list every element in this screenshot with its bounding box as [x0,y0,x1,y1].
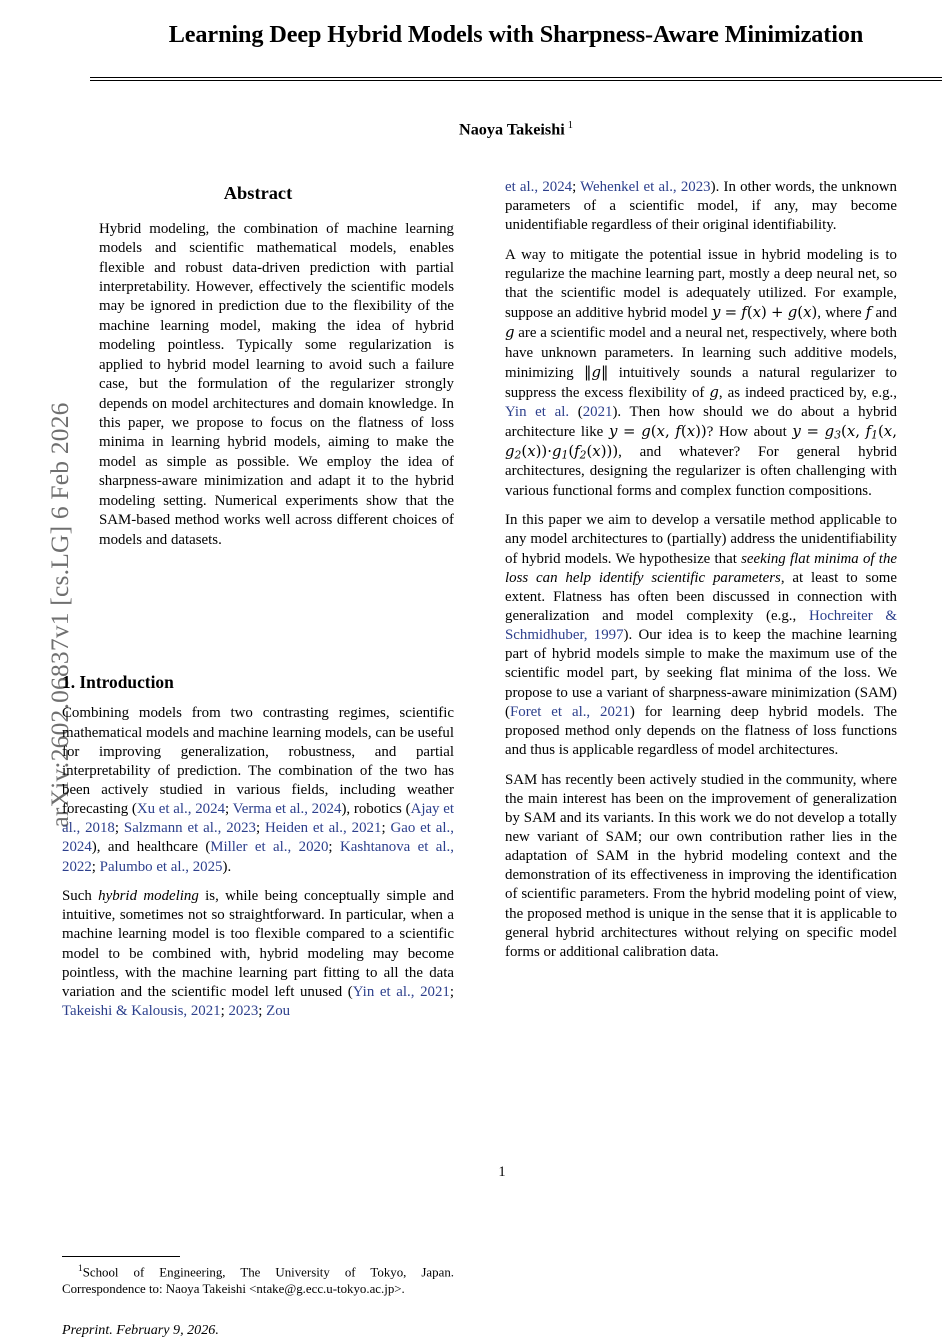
page-number: 1 [498,1164,506,1180]
citation-verma-2024[interactable]: Verma et al., 2024 [232,801,342,818]
author-name: Naoya Takeishi [459,120,565,139]
abstract-heading: Abstract [223,183,293,203]
page-title: Learning Deep Hybrid Models with Sharpness-Aware Minimization [168,21,864,48]
citation-takeishi-2023[interactable]: 2023 [228,1003,259,1020]
paragraph-right-3: SAM has recently been actively studied in the community, where the main interest has been on the improvement of generalization by SAM and its variants. In this work we do not develop a totally new variant of SAM; our own contribution rather lies in the adaptation of SAM in the hybrid modeling context and the demonstration of its effectiveness in improving the identification of scientific parameters. From the hybrid modeling point of view, the proposed method is unique in the sense that it is applicable to general hybrid architectures without relying on specific model forms or additional calibration data. [505,771,897,960]
citation-gao-2024[interactable]: Gao et al., 2024 [62,820,454,856]
section-heading-introduction: 1. Introduction [62,672,174,693]
author-line [90,120,942,139]
footnote-body: School of Engineering, The University of Tokyo, Japan. Correspondence to: Naoya Takeishi <ntake@g.ecc.u-tokyo.ac.jp>. [62,1265,454,1296]
arxiv-stamp-text: arXiv:2602.06837v1 [cs.LG] 6 Feb 2026 [45,402,74,828]
citation-yin-2021-inline-year[interactable]: 2021 [582,404,613,421]
citation-hochreiter-1997[interactable]: Hochreiter & Schmidhuber, 1997 [505,607,897,644]
footnote-marker: 1 [78,1264,83,1274]
citation-zou-2024-part1[interactable]: Zou [266,1003,291,1020]
citation-takeishi-2021[interactable]: Takeishi & Kalousis, 2021 [62,1003,221,1020]
footnote-zone [62,1256,454,1339]
citation-miller-2020[interactable]: Miller et al., 2020 [210,839,329,856]
citation-zou-2024-part2[interactable]: et al., 2024 [505,179,573,195]
introduction-section [62,671,454,1021]
arxiv-stamp [0,0,74,1200]
citation-yin-2021-inline[interactable]: Yin et al. [505,404,570,421]
footnote-rule [62,1256,180,1257]
preprint-line: Preprint. February 9, 2026. [62,1321,219,1338]
citation-heiden-2021[interactable]: Heiden et al., 2021 [265,820,382,837]
citation-wehenkel-2023[interactable]: Wehenkel et al., 2023 [580,179,711,195]
citation-foret-2021[interactable]: Foret et al., 2021 [509,703,630,720]
abstract-body: Hybrid modeling, the combination of machine learning models and scientific mathematical models, enables flexible and robust data-driven prediction with partial interpretability. However, effectively the scientific models may be ignored in prediction due to the flexibility of the machine learning model, making the idea of hybrid modeling pointless. Typically some regularization is applied to hybrid model learning to avoid such a failure case, but the formulation of the regularizer strongly depends on model architectures and domain knowledge. In this paper, we propose to focus on the flatness of loss minima in learning hybrid models, aiming to make the model as simple as possible. We employ the idea of sharpness-aware minimization and adapt it to the hybrid modeling setting. Numerical experiments show that the SAM-based method works well across different choices of models and datasets. [99,220,454,548]
citation-ajay-2018[interactable]: Ajay et al., 2018 [62,801,454,837]
emphasis-hybrid-modeling: hybrid modeling [98,888,199,905]
paper-page [62,0,942,1338]
title-block [90,20,942,81]
paragraph-right-1: A way to mitigate the potential issue in hybrid modeling is to regularize the machine learning part, mostly a deep neural net, so that the scientific model is adequately utilized. For example, suppose an additive hybrid model y = f(x) + g(x), where f and g are a scientific model and a neural net, respectively, where both have unknown parameters. In learning such additive models, minimizing ‖g‖ intuitively sounds a natural regularizer to suppress the excess flexibility of g, as indeed practiced by, e.g., Yin et al. (2021). Then how should we do about a hybrid architecture like y = g(x, f(x))? How about y = g3(x, f1(x, g2(x))·g1(f2(x))), and whatever? For general hybrid architectures, designing the regularizer is often challenging with various functional forms and complex function compositions. [505,246,897,499]
author-affiliation-marker: 1 [567,120,573,131]
title-rule [90,77,942,81]
paragraph-intro-2: Such hybrid modeling is, while being conceptually simple and intuitive, sometimes not so straightforward. In particular, when a machine learning model is too flexible compared to a scientific model to be combined with, hybrid modeling may become pointless, with the machine learning part fitting to all the data variation and the scientific model left unused (Yin et al., 2021; Takeishi & Kalousis, 2021; 2023; Zou [62,888,454,1020]
paragraph-intro-1: Combining models from two contrasting regimes, scientific mathematical models and machine learning models, can be useful for improving generalization, robustness, and partial interpretability of prediction. The combination of the two has been actively studied in various fields, including weather forecasting (Xu et al., 2024; Verma et al., 2024), robotics (Ajay et al., 2018; Salzmann et al., 2023; Heiden et al., 2021; Gao et al., 2024), and healthcare (Miller et al., 2020; Kashtanova et al., 2022; Palumbo et al., 2025). [62,705,454,875]
citation-palumbo-2025[interactable]: Palumbo et al., 2025 [99,858,223,875]
citation-yin-2021[interactable]: Yin et al., 2021 [352,983,450,1000]
citation-xu-2024[interactable]: Xu et al., 2024 [136,801,226,818]
footnote-text [62,1264,454,1297]
citation-salzmann-2023[interactable]: Salzmann et al., 2023 [123,820,257,837]
left-column [62,178,454,1338]
paragraph-intro-2-continued: et al., 2024; Wehenkel et al., 2023). In other words, the unknown parameters of a scientific model, if any, may become unidentifiable regardless of their original identifiability. [505,179,897,234]
right-column [505,178,897,972]
emphasis-flat-minima-hypothesis: seeking flat minima of the loss can help identify scientific parameters [505,550,897,586]
citation-kashtanova-2022[interactable]: Kashtanova et al., 2022 [62,839,454,875]
math-additive-model: y [712,303,721,322]
paragraph-right-2: In this paper we aim to develop a versatile method applicable to any model architectures to (partially) address the unidentifiability of hybrid models. We hypothesize that seeking flat minima of the loss can help identify scientific parameters, at least to some extent. Flatness has often been discussed in connection with generalization and model complexity (e.g., Hochreiter & Schmidhuber, 1997). Our idea is to keep the machine learning part of hybrid models simple to make the maximum use of the scientific model part, by seeking flat minima of the loss. We propose to use a variant of sharpness-aware minimization (SAM) (Foret et al., 2021) for learning deep hybrid models. The proposed method only depends on the flatness of loss functions and thus is applicable regardless of model architectures. [505,512,897,758]
math-norm-g: ‖ [583,362,592,381]
